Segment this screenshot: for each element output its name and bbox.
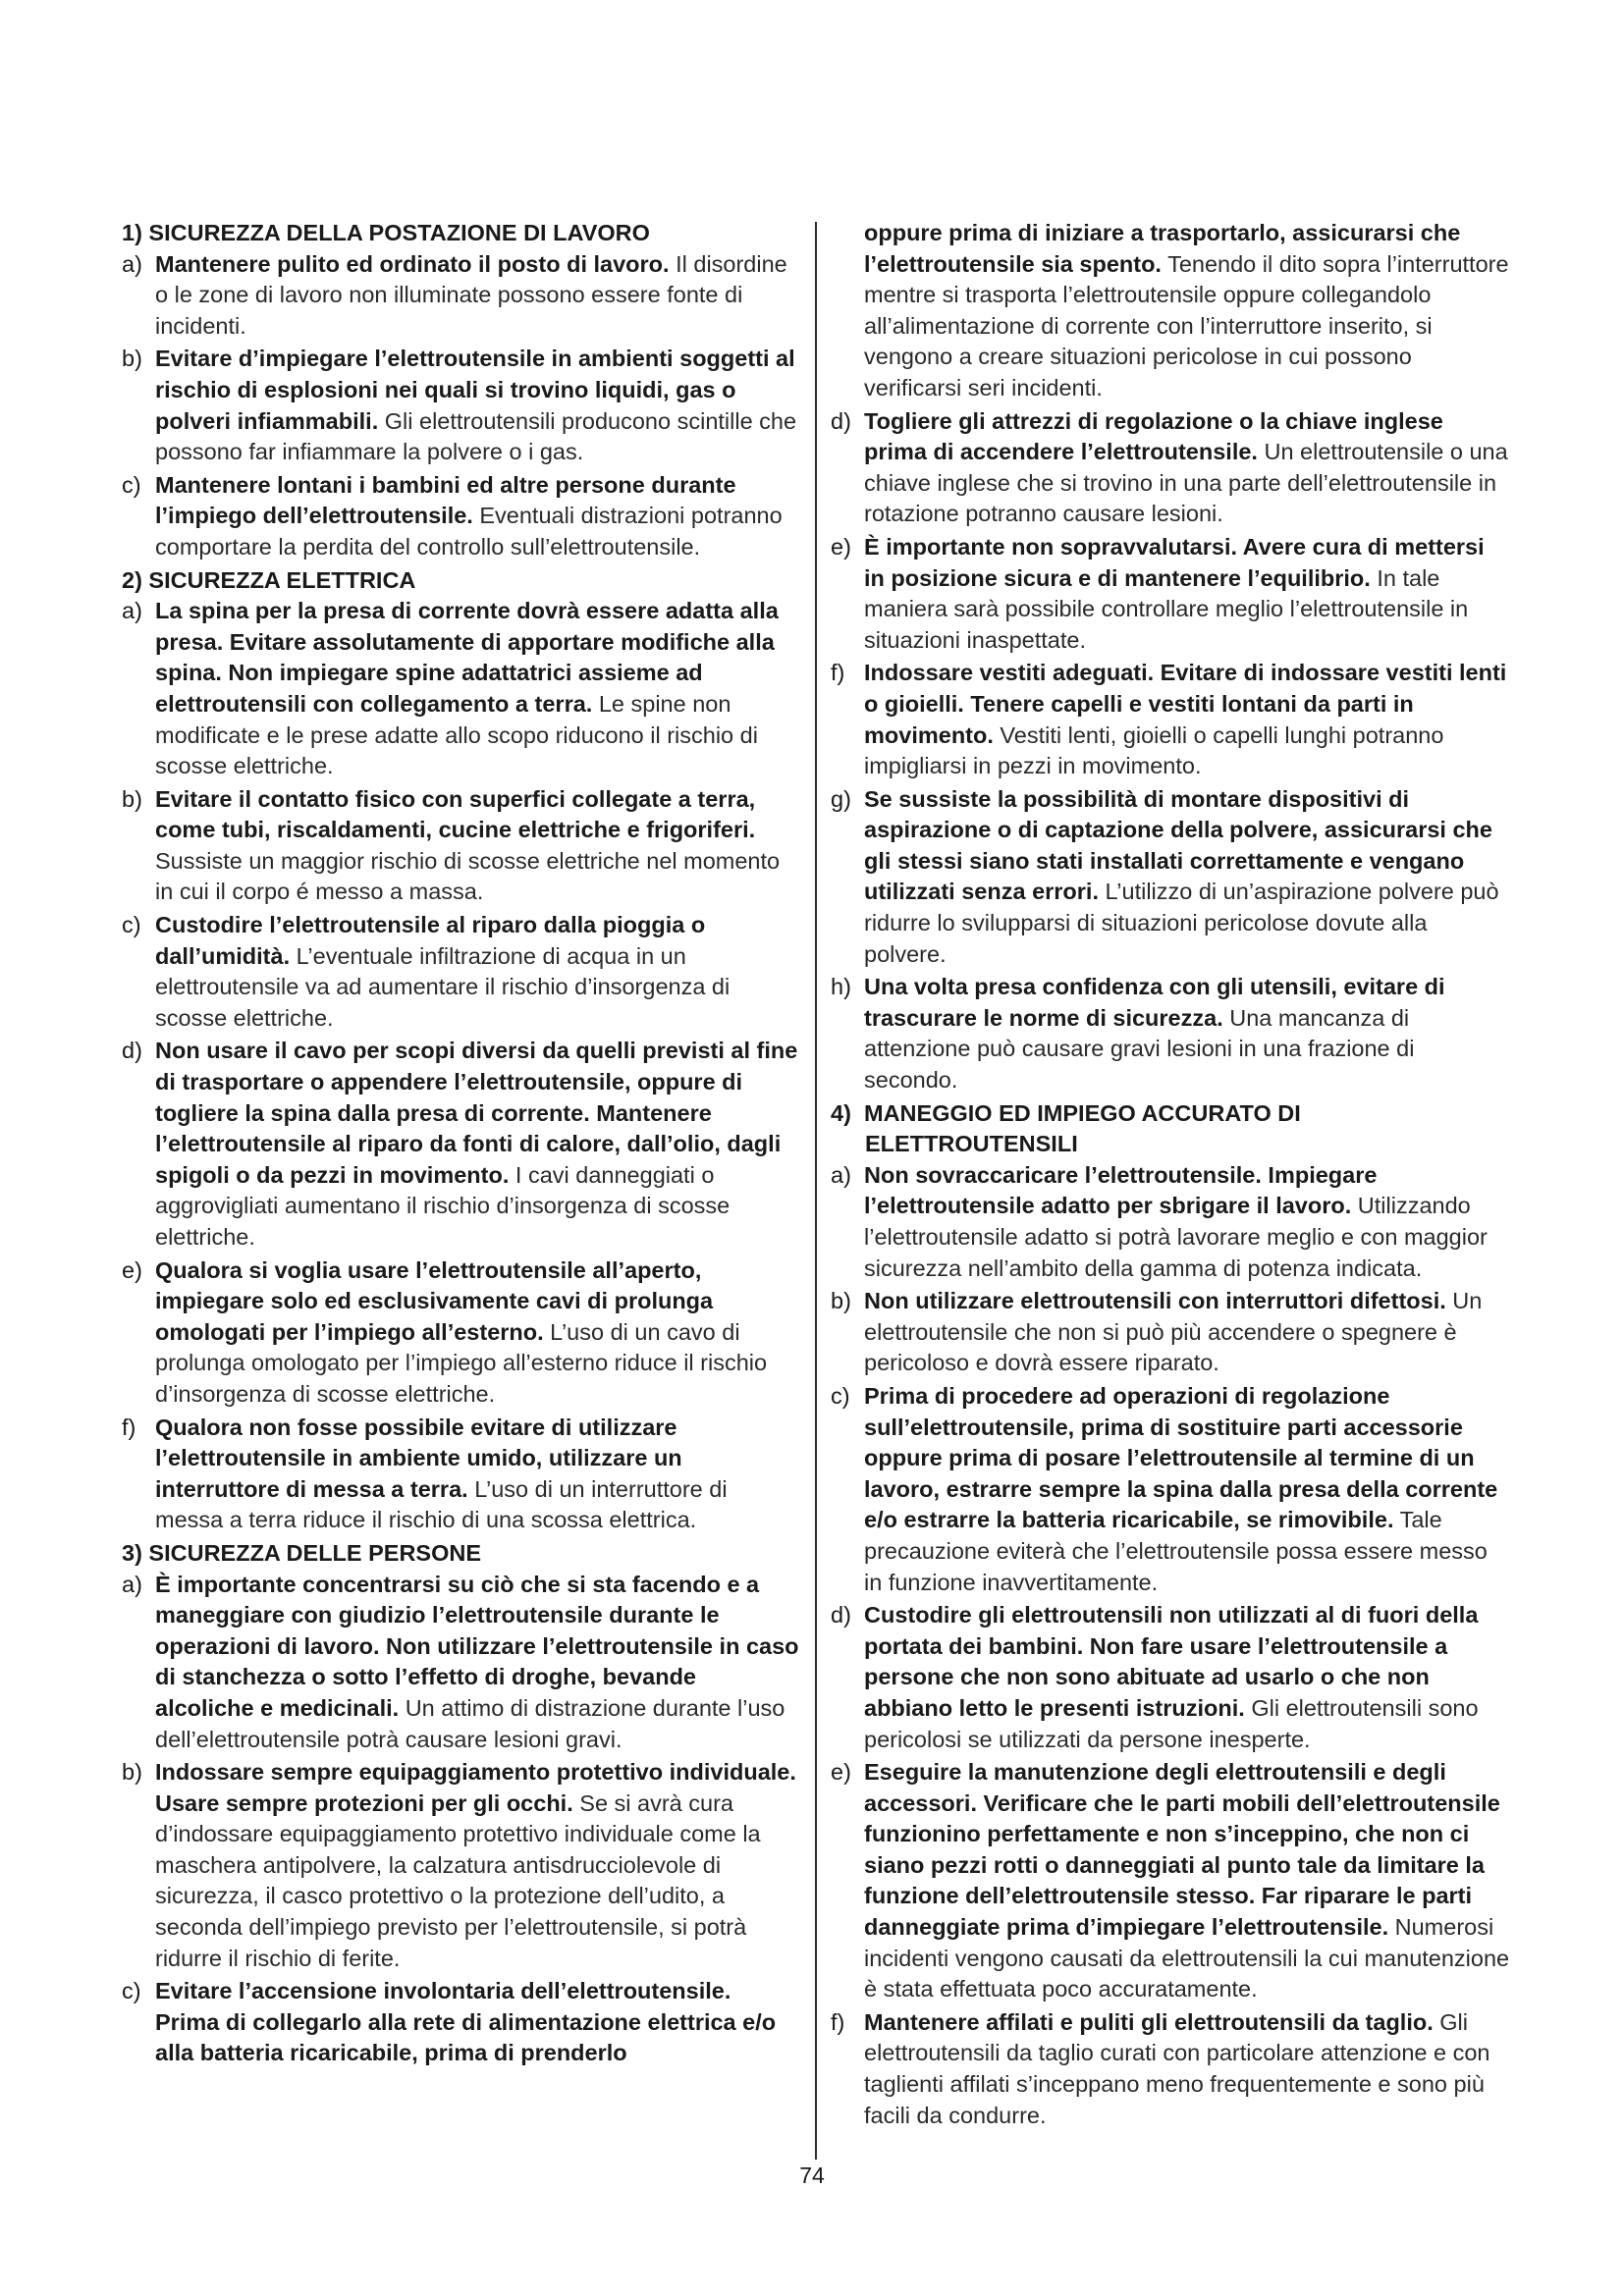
list-item: c) Evitare l’accensione involontaria dell’elettroutensile. Prima di collegarlo alla rete di alimentazione elettrica e/o alla batteria ricaricabile, prima di prenderlo xyxy=(122,1978,777,2066)
list-item: f) Indossare vestiti adeguati. Evitare di indossare vestiti lenti o gioielli. Tenere capelli e vestiti lontani da parti in movimento. Vestiti lenti, gioielli o capelli lunghi potranno impigliarsi in pezzi in movimento. xyxy=(831,660,1507,779)
list-item: h) Una volta presa confidenza con gli utensili, evitare di trascurare le norme di sicurezza. Una mancanza di attenzione può causare gravi lesioni in una frazione di secondo. xyxy=(831,974,1445,1094)
left-column xyxy=(122,218,799,2071)
section-4-heading: 4) MANEGGIO ED IMPIEGO ACCURATO DI ELETTROUTENSILI xyxy=(831,1099,1301,1157)
list-item: a) Non sovraccaricare l’elettroutensile. Impiegare l’elettroutensile adatto per sbrigare il lavoro. Utilizzando l’elettroutensile adatto si potrà lavorare meglio e con maggior sicurezza nell’ambito della gamma di potenza indicata. xyxy=(831,1161,1488,1281)
list-item: e) Qualora si voglia usare l’elettroutensile all’aperto, impiegare solo ed esclusivamente cavi di prolunga omologati per l’impiego all’esterno. L’uso di un cavo di prolunga omologato per l’impiego all’esterno riduce il rischio d’insorgenza di scosse elettriche. xyxy=(122,1256,768,1407)
continued-item: oppure prima di iniziare a trasportarlo, assicurarsi che l’elettroutensile sia spento. Tenendo il dito sopra l’interruttore mentre si trasporta l’elettroutensile oppure collegandolo all’alimentazione di corrente con l’interruttore inserito, si vengono a creare situazioni pericolose in cui possono verificarsi seri incidenti. xyxy=(864,220,1509,400)
list-item: c) Prima di procedere ad operazioni di regolazione sull’elettroutensile, prima di sostituire parti accessorie oppure prima di posare l’elettroutensile al termine di un lavoro, estrarre sempre la spina dalla presa della corrente e/o estrarre la batteria ricaricabile, se rimovibile. Tale precauzione eviterà che l’elettroutensile possa essere messo in funzione inavvertitamente. xyxy=(831,1382,1498,1595)
list-item: a) Mantenere pulito ed ordinato il posto di lavoro. Il disordine o le zone di lavoro non illuminate possono essere fonte di incidenti. xyxy=(122,250,787,339)
list-item: e) È importante non sopravvalutarsi. Avere cura di mettersi in posizione sicura e di mantenere l’equilibrio. In tale maniera sarà possibile controllare meglio l’elettroutensile in situazioni inaspettate. xyxy=(831,533,1485,653)
list-item: a) La spina per la presa di corrente dovrà essere adatta alla presa. Evitare assolutamente di apportare modifiche alla spina. Non impiegare spine adattatrici assieme ad elettroutensili con collegamento a terra. Le spine non modificate e le prese adatte allo scopo riducono il rischio di scosse elettriche. xyxy=(122,598,779,779)
list-item: b) Evitare d’impiegare l’elettroutensile in ambienti soggetti al rischio di esplosioni nei quali si trovino liquidi, gas o polveri infiammabili. Gli elettroutensili producono scintille che possono far infiammare la polvere o i gas. xyxy=(122,346,797,465)
list-item: d) Togliere gli attrezzi di regolazione o la chiave inglese prima di accendere l’elettroutensile. Un elettroutensile o una chiave inglese che si trovino in una parte dell’elettroutensile in rotazione potranno causare lesioni. xyxy=(831,407,1508,527)
list-item: g) Se sussiste la possibilità di montare dispositivi di aspirazione o di captazione della polvere, assicurarsi che gli stessi siano stati installati correttamente e vengano utilizzati senza errori. L’utilizzo di un’aspirazione polvere può ridurre lo svilupparsi di situazioni pericolose dovute alla polvere. xyxy=(831,785,1499,967)
list-item: a) È importante concentrarsi su ciò che si sta facendo e a maneggiare con giudizio l’elettroutensile durante le operazioni di lavoro. Non utilizzare l’elettroutensile in caso di stanchezza o sotto l’effetto di droghe, bevande alcoliche e medicinali. Un attimo di distrazione durante l’uso dell’elettroutensile potrà causare lesioni gravi. xyxy=(122,1571,799,1752)
section-2-heading: 2) SICUREZZA ELETTRICA xyxy=(122,566,416,593)
section-3-heading: 3) SICUREZZA DELLE PERSONE xyxy=(122,1539,482,1566)
list-item: d) Non usare il cavo per scopi diversi da quelli previsti al fine di trasportare o appendere l’elettroutensile, oppure di togliere la spina dalla presa di corrente. Mantenere l’elettroutensile al riparo da fonti di calore, dall’olio, dagli spigoli o da pezzi in movimento. I cavi danneggiati o aggrovigliati aumentano il rischio d’insorgenza di scosse elettriche. xyxy=(122,1038,798,1250)
list-item: b) Non utilizzare elettroutensili con interruttori difettosi. Un elettroutensile che non si può più accendere o spegnere è pericoloso e dovrà essere riparato. xyxy=(831,1288,1483,1376)
list-item: b) Evitare il contatto fisico con superfici collegate a terra, come tubi, riscaldamenti, cucine elettriche e frigoriferi. Sussiste un maggior rischio di scosse elettriche nel momento in cui il corpo é messo a massa. xyxy=(122,785,781,905)
right-column xyxy=(831,218,1510,2133)
section-1-heading: 1) SICUREZZA DELLA POSTAZIONE DI LAVORO xyxy=(122,220,650,245)
page-number: 74 xyxy=(799,2163,825,2188)
list-item: b) Indossare sempre equipaggiamento protettivo individuale. Usare sempre protezioni per gli occhi. Se si avrà cura d’indossare equipaggiamento protettivo individuale come la maschera antipolvere, la calzatura antisdrucciolevole di sicurezza, il casco protettivo o la protezione dell’udito, a seconda dell’impiego previsto per l’elettroutensile, si potrà ridurre il rischio di ferite. xyxy=(122,1759,796,1971)
list-item: d) Custodire gli elettroutensili non utilizzati al di fuori della portata dei bambini. Non fare usare l’elettroutensile a persone che non sono abituate ad usarlo o che non abbiano letto le presenti istruzioni. Gli elettroutensili sono pericolosi se utilizzati da persone inesperte. xyxy=(831,1602,1479,1752)
list-item: f) Mantenere affilati e puliti gli elettroutensili da taglio. Gli elettroutensili da taglio curati con particolare attenzione e con taglienti affilati s’inceppano meno frequentemente e sono più facili da condurre. xyxy=(831,2008,1490,2128)
list-item: f) Qualora non fosse possibile evitare di utilizzare l’elettroutensile in ambiente umido, utilizzare un interruttore di messa a terra. L’uso di un interruttore di messa a terra riduce il rischio di una scossa elettrica. xyxy=(122,1414,728,1533)
column-divider xyxy=(815,222,817,2160)
list-item: c) Custodire l’elettroutensile al riparo dalla pioggia o dall’umidità. L’eventuale infiltrazione di acqua in un elettroutensile va ad aumentare il rischio d’insorgenza di scosse elettriche. xyxy=(122,912,731,1031)
list-item: c) Mantenere lontani i bambini ed altre persone durante l’impiego dell’elettroutensile. Eventuali distrazioni potranno comportare la perdita del controllo sull’elettroutensile. xyxy=(122,471,783,560)
list-item: e) Eseguire la manutenzione degli elettroutensili e degli accessori. Verificare che le parti mobili dell’elettroutensile funzionino perfettamente e non s’inceppino, che non ci siano pezzi rotti o danneggiati al punto tale da limitare la funzione dell’elettroutensile stesso. Far riparare le parti danneggiate prima d’impiegare l’elettroutensile. Numerosi incidenti vengono causati da elettroutensili la cui manutenzione è stata effettuata poco accuratamente. xyxy=(831,1759,1510,2002)
